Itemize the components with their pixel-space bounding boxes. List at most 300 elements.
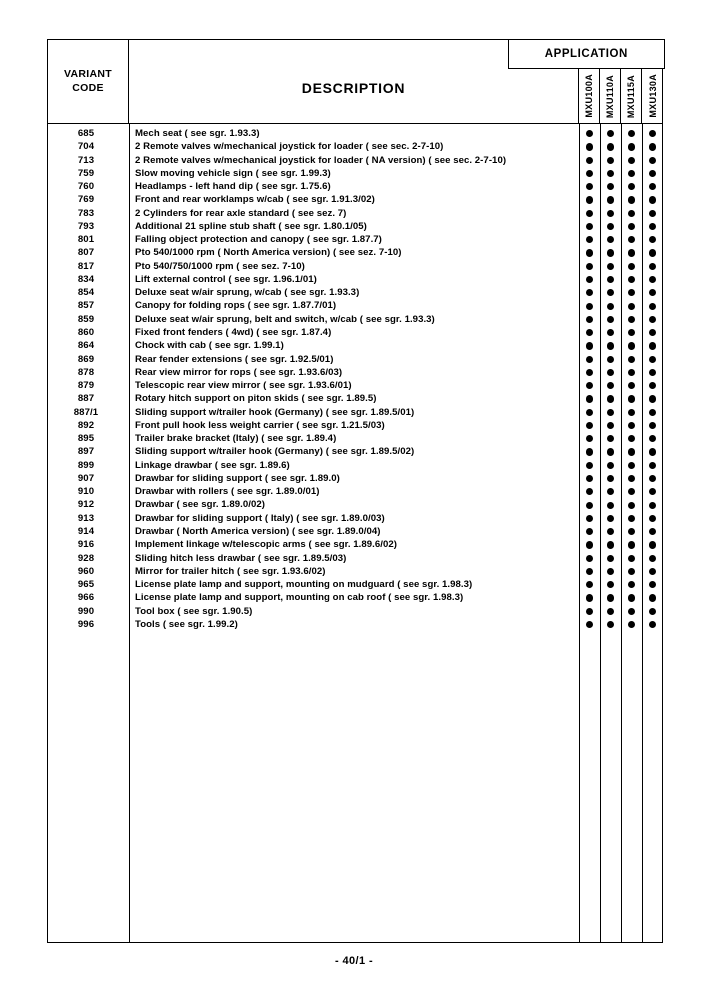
application-dot-icon [607, 541, 614, 548]
variant-code-cell: 834 [77, 273, 95, 285]
table-row [48, 313, 662, 326]
description-cell: Implement linkage w/telescopic arms ( see sgr. 1.89.6/02) [135, 539, 398, 551]
application-cells [579, 392, 663, 405]
page-footer: - 40/1 - [334, 955, 374, 967]
header-variant-code-line1: VARIANT [64, 68, 112, 81]
variant-code-cell: 928 [77, 552, 95, 564]
application-cells [579, 273, 663, 286]
application-dot-icon [607, 608, 614, 615]
application-cells [579, 419, 663, 432]
table-row [48, 525, 662, 538]
application-dot-icon [586, 435, 593, 442]
application-dot-icon [607, 462, 614, 469]
application-dot-icon [586, 143, 593, 150]
application-cells [579, 459, 663, 472]
application-dot-icon [607, 528, 614, 535]
application-dot-icon [628, 382, 635, 389]
application-dot-icon [649, 515, 656, 522]
application-cells [579, 207, 663, 220]
application-dot-icon [628, 448, 635, 455]
variant-code-cell: 760 [77, 181, 95, 193]
description-cell: Drawbar for sliding support ( see sgr. 1.89.0) [135, 472, 340, 484]
application-dot-icon [628, 210, 635, 217]
variant-code-cell: 965 [77, 579, 95, 591]
application-dot-icon [628, 435, 635, 442]
application-dot-icon [586, 475, 593, 482]
variant-code-cell: 960 [77, 565, 95, 577]
application-dot-icon [586, 594, 593, 601]
application-dot-icon [649, 130, 656, 137]
description-cell: Drawbar for sliding support ( Italy) ( see sgr. 1.89.0/03) [135, 512, 385, 524]
application-dot-icon [607, 502, 614, 509]
application-cells [579, 578, 663, 591]
table-row [48, 167, 662, 180]
application-dot-icon [649, 196, 656, 203]
application-dot-icon [649, 263, 656, 270]
application-dot-icon [586, 369, 593, 376]
description-cell: Canopy for folding rops ( see sgr. 1.87.7/01) [135, 300, 337, 312]
application-cells [579, 299, 663, 312]
variant-code-cell: 990 [77, 605, 95, 617]
application-dot-icon [649, 594, 656, 601]
application-dot-icon [649, 568, 656, 575]
application-dot-icon [586, 183, 593, 190]
variant-code-cell: 854 [77, 287, 95, 299]
description-cell: 2 Remote valves w/mechanical joystick for loader ( NA version) ( see sec. 2-7-10) [135, 154, 507, 166]
application-dot-icon [607, 329, 614, 336]
application-cells [579, 154, 663, 167]
table-row [48, 459, 662, 472]
application-dot-icon [628, 541, 635, 548]
application-dot-icon [628, 594, 635, 601]
application-dot-icon [649, 528, 656, 535]
table-row [48, 260, 662, 273]
header-model-label-1: MXU100A [584, 74, 594, 118]
table-row [48, 286, 662, 299]
application-cells [579, 406, 663, 419]
description-cell: Lift external control ( see sgr. 1.96.1/01) [135, 273, 317, 285]
application-dot-icon [586, 342, 593, 349]
application-dot-icon [586, 502, 593, 509]
application-dot-icon [586, 462, 593, 469]
application-dot-icon [607, 223, 614, 230]
application-dot-icon [649, 236, 656, 243]
variant-code-cell: 685 [77, 128, 95, 139]
description-cell: Pto 540/750/1000 rpm ( see sez. 7-10) [135, 260, 305, 272]
application-dot-icon [649, 342, 656, 349]
application-dot-icon [586, 356, 593, 363]
application-dot-icon [607, 422, 614, 429]
variant-code-cell: 817 [77, 260, 95, 272]
application-dot-icon [607, 210, 614, 217]
application-cells [579, 525, 663, 538]
application-dot-icon [607, 515, 614, 522]
application-dot-icon [586, 488, 593, 495]
application-dot-icon [586, 196, 593, 203]
description-cell: Deluxe seat w/air sprung, belt and switch, w/cab ( see sgr. 1.93.3) [135, 313, 435, 325]
variant-code-cell: 869 [77, 353, 95, 365]
variant-code-cell: 759 [77, 167, 95, 179]
table-row [48, 392, 662, 405]
variant-code-cell: 801 [77, 234, 95, 246]
application-dot-icon [607, 568, 614, 575]
table-row [48, 591, 662, 604]
application-dot-icon [628, 528, 635, 535]
application-dot-icon [628, 236, 635, 243]
description-cell: Linkage drawbar ( see sgr. 1.89.6) [135, 459, 290, 471]
application-dot-icon [607, 555, 614, 562]
table-row [48, 432, 662, 445]
variant-code-cell: 966 [77, 592, 95, 604]
application-dot-icon [628, 422, 635, 429]
description-cell: Rear fender extensions ( see sgr. 1.92.5/01) [135, 353, 334, 365]
application-dot-icon [628, 196, 635, 203]
application-dot-icon [628, 143, 635, 150]
application-dot-icon [607, 475, 614, 482]
application-dot-icon [607, 581, 614, 588]
variant-code-cell: 913 [77, 512, 95, 524]
table-row [48, 578, 662, 591]
table-row [48, 565, 662, 578]
table-row [48, 193, 662, 206]
table-body [48, 124, 662, 942]
variant-code-cell: 912 [77, 499, 95, 511]
table-header-band [48, 40, 662, 124]
application-dot-icon [628, 462, 635, 469]
variant-code-cell: 879 [77, 380, 95, 392]
description-cell: Mech seat ( see sgr. 1.93.3) [135, 128, 260, 139]
table-row [48, 233, 662, 246]
application-dot-icon [649, 143, 656, 150]
application-dot-icon [628, 395, 635, 402]
application-dot-icon [649, 541, 656, 548]
table-row [48, 353, 662, 366]
application-cells [579, 605, 663, 618]
application-cells [579, 565, 663, 578]
application-dot-icon [649, 435, 656, 442]
application-dot-icon [586, 395, 593, 402]
description-cell: Sliding support w/trailer hook (Germany) ( see sgr. 1.89.5/01) [135, 406, 415, 418]
description-cell: 2 Cylinders for rear axle standard ( see sez. 7) [135, 207, 347, 219]
table-row [48, 419, 662, 432]
application-dot-icon [628, 409, 635, 416]
application-dot-icon [649, 157, 656, 164]
application-dot-icon [586, 541, 593, 548]
application-dot-icon [649, 475, 656, 482]
table-row [48, 366, 662, 379]
header-variant-code-line2: CODE [72, 82, 104, 94]
table-row [48, 154, 662, 167]
variant-code-table [47, 39, 663, 943]
application-cells [579, 512, 663, 525]
application-dot-icon [607, 196, 614, 203]
application-dot-icon [628, 515, 635, 522]
application-cells [579, 618, 663, 631]
application-cells [579, 591, 663, 604]
description-cell: Deluxe seat w/air sprung, w/cab ( see sgr. 1.93.3) [135, 287, 360, 299]
application-dot-icon [649, 316, 656, 323]
header-model-label-3: MXU115A [626, 74, 636, 118]
description-cell: License plate lamp and support, mounting on cab roof ( see sgr. 1.98.3) [135, 592, 464, 604]
application-dot-icon [586, 263, 593, 270]
description-cell: License plate lamp and support, mounting on mudguard ( see sgr. 1.98.3) [135, 579, 473, 591]
table-row [48, 299, 662, 312]
application-dot-icon [649, 289, 656, 296]
application-dot-icon [649, 170, 656, 177]
application-dot-icon [586, 409, 593, 416]
table-row [48, 618, 662, 631]
header-application-label: APPLICATION [544, 48, 628, 61]
application-cells [579, 432, 663, 445]
description-cell: Pto 540/1000 rpm ( North America version) ( see sez. 7-10) [135, 247, 402, 259]
table-row [48, 445, 662, 458]
application-dot-icon [586, 448, 593, 455]
variant-code-cell: 704 [77, 141, 95, 153]
application-dot-icon [628, 475, 635, 482]
application-cells [579, 313, 663, 326]
application-dot-icon [649, 409, 656, 416]
description-cell: Drawbar ( North America version) ( see sgr. 1.89.0/04) [135, 525, 381, 537]
application-dot-icon [628, 581, 635, 588]
application-dot-icon [586, 130, 593, 137]
application-cells [579, 220, 663, 233]
application-dot-icon [586, 157, 593, 164]
application-dot-icon [586, 581, 593, 588]
header-variant-code-label [64, 68, 112, 96]
application-cells [579, 260, 663, 273]
table-row [48, 127, 662, 140]
table-row [48, 273, 662, 286]
application-dot-icon [586, 329, 593, 336]
application-dot-icon [607, 316, 614, 323]
variant-code-cell: 769 [77, 194, 95, 206]
table-row [48, 140, 662, 153]
variant-code-cell: 807 [77, 247, 95, 259]
application-dot-icon [628, 356, 635, 363]
variant-code-cell: 895 [77, 433, 95, 445]
application-dot-icon [649, 223, 656, 230]
application-dot-icon [586, 422, 593, 429]
application-dot-icon [628, 329, 635, 336]
application-dot-icon [586, 303, 593, 310]
application-cells [579, 353, 663, 366]
application-dot-icon [586, 515, 593, 522]
application-cells [579, 233, 663, 246]
application-dot-icon [628, 608, 635, 615]
variant-code-cell: 907 [77, 472, 95, 484]
application-dot-icon [628, 170, 635, 177]
table-row [48, 246, 662, 259]
description-cell: Fixed front fenders ( 4wd) ( see sgr. 1.87.4) [135, 326, 332, 338]
table-row [48, 326, 662, 339]
application-cells [579, 167, 663, 180]
variant-code-cell: 916 [77, 539, 95, 551]
application-dot-icon [586, 276, 593, 283]
application-dot-icon [628, 621, 635, 628]
application-dot-icon [607, 303, 614, 310]
application-dot-icon [649, 382, 656, 389]
application-dot-icon [607, 369, 614, 376]
application-dot-icon [649, 303, 656, 310]
table-row [48, 552, 662, 565]
variant-code-cell: 783 [77, 207, 95, 219]
description-cell: Trailer brake bracket (Italy) ( see sgr. 1.89.4) [135, 433, 337, 445]
application-cells [579, 485, 663, 498]
description-cell: Sliding hitch less drawbar ( see sgr. 1.89.5/03) [135, 552, 347, 564]
application-dot-icon [628, 223, 635, 230]
description-cell: Drawbar ( see sgr. 1.89.0/02) [135, 499, 265, 511]
application-dot-icon [649, 422, 656, 429]
application-dot-icon [628, 130, 635, 137]
application-dot-icon [607, 236, 614, 243]
application-dot-icon [628, 183, 635, 190]
application-dot-icon [649, 555, 656, 562]
application-cells [579, 472, 663, 485]
application-cells [579, 538, 663, 551]
application-dot-icon [649, 329, 656, 336]
application-cells [579, 498, 663, 511]
application-cells [579, 339, 663, 352]
application-cells [579, 326, 663, 339]
description-cell: Mirror for trailer hitch ( see sgr. 1.93.6/02) [135, 565, 326, 577]
application-cells [579, 193, 663, 206]
application-dot-icon [607, 621, 614, 628]
application-dot-icon [649, 502, 656, 509]
variant-code-cell: 899 [77, 459, 95, 471]
application-dot-icon [649, 621, 656, 628]
description-cell: Drawbar with rollers ( see sgr. 1.89.0/01) [135, 486, 320, 498]
variant-code-cell: 914 [77, 525, 95, 537]
application-dot-icon [607, 170, 614, 177]
table-row [48, 605, 662, 618]
application-dot-icon [649, 369, 656, 376]
description-cell: Slow moving vehicle sign ( see sgr. 1.99.3) [135, 167, 331, 179]
variant-code-cell: 857 [77, 300, 95, 312]
application-dot-icon [607, 143, 614, 150]
application-dot-icon [628, 555, 635, 562]
table-row [48, 406, 662, 419]
application-dot-icon [607, 594, 614, 601]
table-row [48, 512, 662, 525]
header-variant-code [48, 40, 129, 124]
application-dot-icon [607, 435, 614, 442]
application-dot-icon [628, 276, 635, 283]
application-dot-icon [628, 342, 635, 349]
application-dot-icon [586, 249, 593, 256]
application-dot-icon [586, 382, 593, 389]
variant-code-cell: 793 [77, 220, 95, 232]
description-cell: Additional 21 spline stub shaft ( see sgr. 1.80.1/05) [135, 220, 367, 232]
application-dot-icon [586, 170, 593, 177]
table-row [48, 339, 662, 352]
application-dot-icon [607, 183, 614, 190]
application-cells [579, 180, 663, 193]
application-dot-icon [607, 409, 614, 416]
header-application [508, 39, 665, 69]
variant-code-cell: 713 [77, 154, 95, 166]
table-row [48, 498, 662, 511]
description-cell: Front and rear worklamps w/cab ( see sgr. 1.91.3/02) [135, 194, 375, 206]
application-cells [579, 127, 663, 140]
application-dot-icon [628, 502, 635, 509]
table-row [48, 485, 662, 498]
application-dot-icon [586, 608, 593, 615]
table-row [48, 472, 662, 485]
application-dot-icon [607, 249, 614, 256]
application-dot-icon [649, 448, 656, 455]
application-dot-icon [607, 130, 614, 137]
application-dot-icon [607, 395, 614, 402]
application-dot-icon [607, 342, 614, 349]
table-row [48, 379, 662, 392]
variant-code-cell: 996 [77, 618, 95, 630]
application-dot-icon [649, 210, 656, 217]
header-model-label-2: MXU110A [605, 74, 615, 118]
variant-code-cell: 864 [77, 340, 95, 352]
application-cells [579, 379, 663, 392]
application-cells [579, 286, 663, 299]
variant-code-cell: 892 [77, 419, 95, 431]
description-cell: Tools ( see sgr. 1.99.2) [135, 618, 238, 630]
application-dot-icon [607, 448, 614, 455]
variant-code-cell: 859 [77, 313, 95, 325]
application-dot-icon [586, 236, 593, 243]
application-dot-icon [628, 303, 635, 310]
application-dot-icon [649, 276, 656, 283]
application-dot-icon [628, 369, 635, 376]
description-cell: Headlamps - left hand dip ( see sgr. 1.75.6) [135, 181, 331, 193]
variant-code-cell: 887/1 [73, 406, 99, 418]
application-dot-icon [607, 382, 614, 389]
application-dot-icon [628, 488, 635, 495]
application-dot-icon [586, 621, 593, 628]
table-row [48, 207, 662, 220]
description-cell: Rear view mirror for rops ( see sgr. 1.93.6/03) [135, 366, 343, 378]
application-dot-icon [628, 568, 635, 575]
application-cells [579, 140, 663, 153]
application-dot-icon [586, 316, 593, 323]
application-dot-icon [628, 289, 635, 296]
table-row [48, 180, 662, 193]
application-dot-icon [607, 157, 614, 164]
application-dot-icon [607, 289, 614, 296]
variant-code-cell: 878 [77, 366, 95, 378]
application-dot-icon [628, 316, 635, 323]
description-cell: Chock with cab ( see sgr. 1.99.1) [135, 340, 284, 352]
application-dot-icon [586, 555, 593, 562]
table-row [48, 220, 662, 233]
table-rows [48, 127, 662, 631]
application-dot-icon [649, 608, 656, 615]
description-cell: Tool box ( see sgr. 1.90.5) [135, 605, 253, 617]
header-model-label-4: MXU130A [647, 74, 658, 118]
description-cell: Rotary hitch support on piton skids ( see sgr. 1.89.5) [135, 393, 377, 405]
application-dot-icon [649, 183, 656, 190]
application-cells [579, 552, 663, 565]
application-dot-icon [628, 249, 635, 256]
application-dot-icon [628, 263, 635, 270]
application-dot-icon [628, 157, 635, 164]
application-dot-icon [649, 356, 656, 363]
description-cell: Falling object protection and canopy ( see sgr. 1.87.7) [135, 234, 382, 246]
variant-code-cell: 897 [77, 446, 95, 458]
application-dot-icon [649, 488, 656, 495]
description-cell: Telescopic rear view mirror ( see sgr. 1.93.6/01) [135, 380, 352, 392]
description-cell: Sliding support w/trailer hook (Germany) ( see sgr. 1.89.5/02) [135, 446, 415, 458]
application-dot-icon [586, 528, 593, 535]
application-cells [579, 246, 663, 259]
application-dot-icon [607, 263, 614, 270]
